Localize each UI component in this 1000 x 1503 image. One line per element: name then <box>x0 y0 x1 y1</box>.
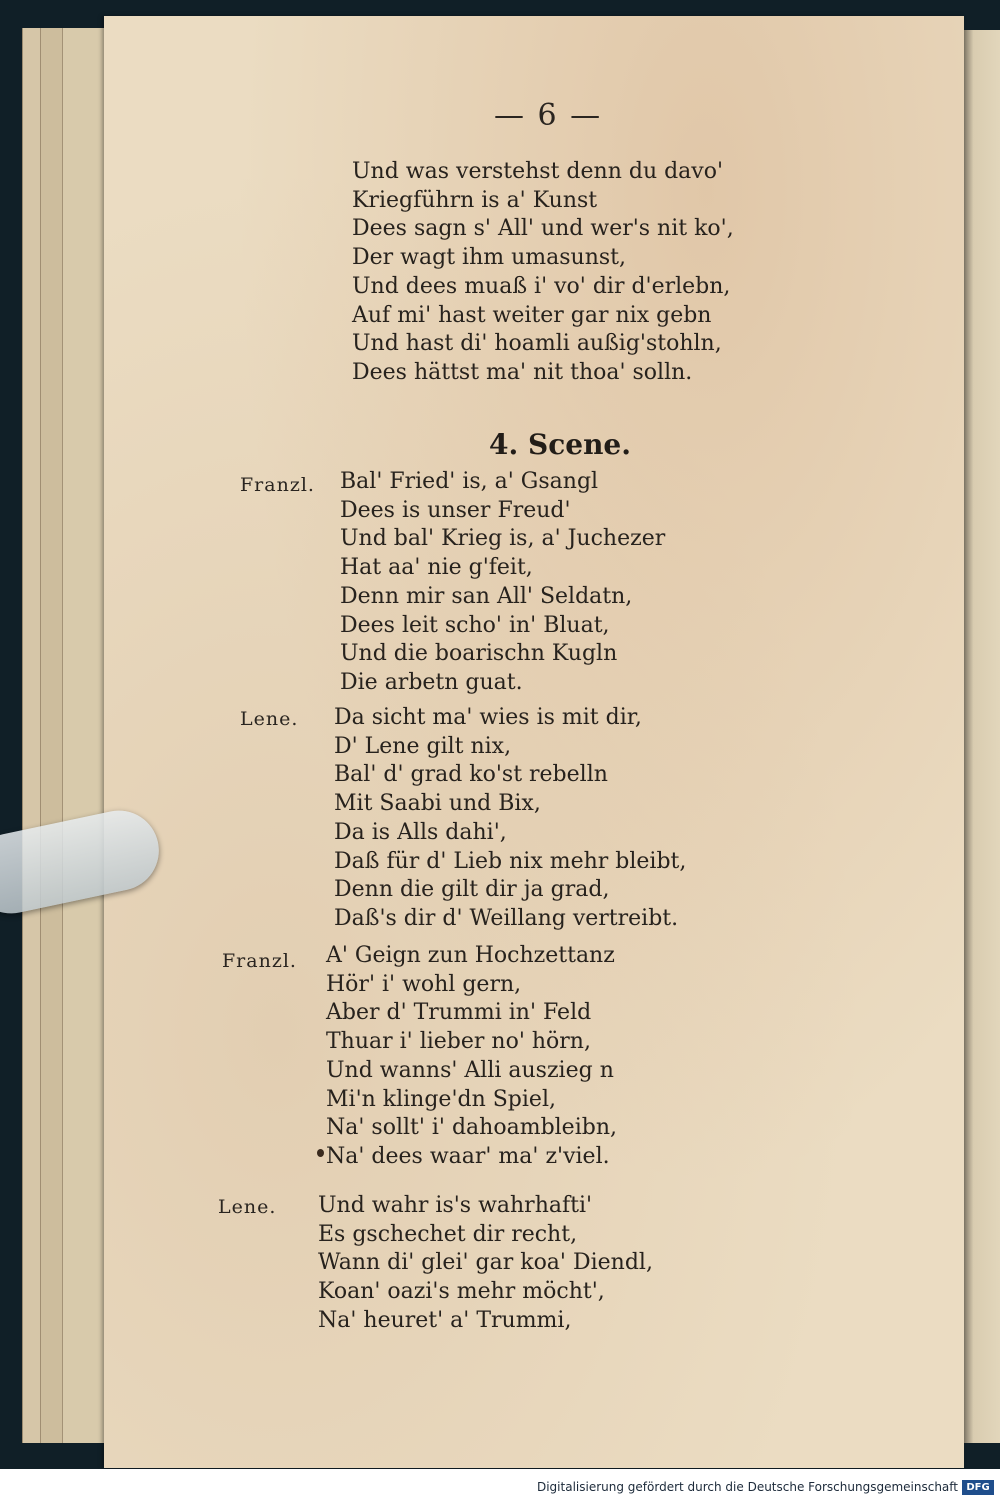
footer-credit: Digitalisierung gefördert durch die Deutsche Forschungsgemeinschaft <box>536 1480 958 1494</box>
verse-line: Es gschechet dir recht, <box>318 1221 578 1247</box>
verse-line: Der wagt ihm umasunst, <box>352 245 626 271</box>
verse-line: Und dees muaß i' vo' dir d'erlebn, <box>352 273 731 299</box>
verse-line: A' Geign zun Hochzettanz <box>326 943 615 968</box>
speaker-label: Franzl. <box>240 474 315 496</box>
verse-line: Na' sollt' i' dahoambleibn, <box>326 1115 617 1141</box>
stanza <box>318 1192 653 1336</box>
verse-line: Und wanns' Alli auszieg n <box>326 1057 614 1083</box>
book-page <box>104 16 964 1468</box>
verse-line: Thuar i' lieber no' hörn, <box>326 1029 591 1055</box>
verse-line: Dees is unser Freud' <box>340 497 571 523</box>
verse-line: Na' dees waar' ma' z'viel. <box>326 1143 610 1169</box>
ink-spot <box>317 1149 324 1157</box>
verse-line: Denn die gilt dir ja grad, <box>334 877 610 903</box>
verse-line: Da sicht ma' wies is mit dir, <box>334 705 642 730</box>
stanza <box>334 704 686 934</box>
verse-line: Und hast di' hoamli außig'stohln, <box>352 331 722 357</box>
verse-line: Na' heuret' a' Trummi, <box>318 1307 572 1333</box>
verse-line: Da is Alls dahi', <box>334 819 507 845</box>
verse-line: Und bal' Krieg is, a' Juchezer <box>340 526 666 552</box>
verse-line: Und was verstehst denn du davo' <box>352 159 724 184</box>
verse-line: Mit Saabi und Bix, <box>334 791 541 817</box>
verse-line: Dees sagn s' All' und wer's nit ko', <box>352 216 734 242</box>
speaker-label: Lene. <box>218 1196 277 1218</box>
verse-line: Auf mi' hast weiter gar nix gebn <box>352 302 712 328</box>
verse-line: Die arbetn guat. <box>340 669 523 695</box>
verse-line: Bal' d' grad ko'st rebelln <box>334 762 608 788</box>
verse-line: Wann di' glei' gar koa' Diendl, <box>318 1250 653 1276</box>
facing-page-edge <box>962 30 1000 1443</box>
verse-line: Hör' i' wohl gern, <box>326 971 522 997</box>
verse-line: Daß's dir d' Weillang vertreibt. <box>334 905 679 931</box>
verse-line: Koan' oazi's mehr möcht', <box>318 1279 605 1305</box>
opening-verse <box>352 158 912 388</box>
page-number: — 6 — <box>494 98 603 133</box>
verse-line: Kriegführn is a' Kunst <box>352 187 598 213</box>
verse-line: Und die boarischn Kugln <box>340 641 618 667</box>
verse-line: Dees hättst ma' nit thoa' solln. <box>352 359 693 385</box>
verse-line: Und wahr is's wahrhafti' <box>318 1193 593 1218</box>
verse-line: Bal' Fried' is, a' Gsangl <box>340 469 599 494</box>
speaker-label: Lene. <box>240 708 299 730</box>
stanza <box>340 468 665 698</box>
verse-line: Hat aa' nie g'feit, <box>340 555 533 581</box>
verse-line: Denn mir san All' Seldatn, <box>340 583 633 609</box>
verse-line: Dees leit scho' in' Bluat, <box>340 612 610 638</box>
verse-line: Mi'n klinge'dn Spiel, <box>326 1086 556 1112</box>
speaker-label: Franzl. <box>222 950 297 972</box>
stanza <box>326 942 617 1172</box>
footer-bar <box>0 1469 1000 1503</box>
verse-line: Daß für d' Lieb nix mehr bleibt, <box>334 848 687 874</box>
dfg-logo: DFG <box>962 1480 994 1495</box>
verse-line: Aber d' Trummi in' Feld <box>326 1000 592 1026</box>
scene-title: 4. Scene. <box>489 428 631 461</box>
verse-line: D' Lene gilt nix, <box>334 733 512 759</box>
